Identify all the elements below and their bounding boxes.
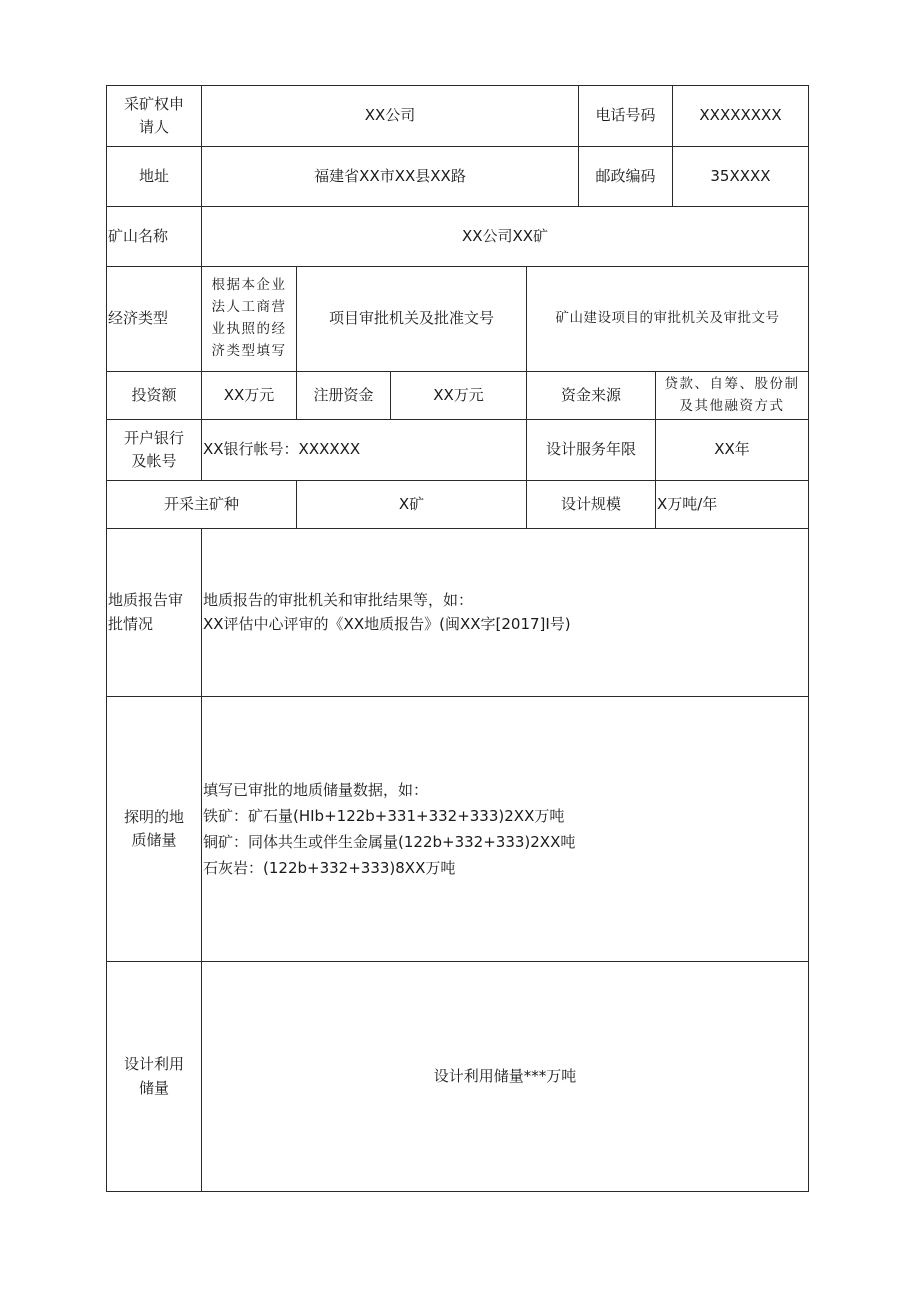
reserves-value [201, 697, 808, 961]
approval-value: 矿山建设项目的审批机关及审批文号 [526, 267, 808, 371]
service-label: 设计服务年限 [526, 420, 655, 480]
phone-value: XXXXXXXX [672, 86, 808, 146]
geo-report-line: 地质报告的审批机关和审批结果等，如： [203, 591, 474, 610]
row-investment [107, 372, 808, 420]
applicant-label: 采矿权申请人 [123, 94, 184, 136]
row-mineral [107, 481, 808, 529]
mine-name-label: 矿山名称 [108, 226, 169, 245]
mineral-value: X矿 [296, 481, 526, 528]
mineral-label: 开采主矿种 [163, 494, 239, 513]
row-geo-report [107, 529, 808, 697]
service-value: XX年 [655, 420, 808, 480]
funds-label: 资金来源 [526, 372, 655, 419]
phone-label: 电话号码 [578, 86, 672, 146]
row-bank [107, 420, 808, 481]
reserves-label: 探明的地质储量 [123, 807, 184, 849]
geo-report-value [201, 529, 808, 696]
address-value: 福建省XX市XX县XX路 [201, 147, 578, 206]
bank-label: 开户银行及帐号 [123, 428, 184, 470]
row-reserves [107, 697, 808, 962]
row-econ-type [107, 267, 808, 372]
bank-value: XX银行帐号：XXXXXX [201, 420, 526, 480]
row-mine-name [107, 207, 808, 267]
mining-right-application-form [106, 85, 809, 1192]
funds-value: 贷款、自筹、股份制及其他融资方式 [655, 372, 808, 419]
capital-value: XX万元 [390, 372, 526, 419]
reserves-line: 铜矿：同体共生或伴生金属量(122b+332+333)2XX吨 [203, 833, 576, 851]
approval-label: 项目审批机关及批准文号 [296, 267, 526, 371]
invest-label: 投资额 [131, 385, 177, 404]
address-label: 地址 [138, 166, 169, 185]
scale-label: 设计规模 [526, 481, 655, 528]
reserves-line: 石灰岩：(122b+332+333)8XX万吨 [203, 859, 456, 878]
applicant-value: XX公司 [201, 86, 578, 146]
reserves-line: 填写已审批的地质储量数据，如： [203, 780, 429, 799]
geo-report-text [203, 589, 571, 636]
design-reserves-value: 设计利用储量***万吨 [201, 962, 808, 1191]
mine-name-value: XX公司XX矿 [201, 207, 808, 266]
row-address [107, 147, 808, 207]
scale-value: X万吨/年 [655, 481, 808, 528]
econ-type-label: 经济类型 [108, 309, 169, 328]
postal-label: 邮政编码 [578, 147, 672, 206]
reserves-line: 铁矿：矿石量(HIb+122b+331+332+333)2XX万吨 [203, 806, 565, 825]
invest-value: XX万元 [201, 372, 296, 419]
row-applicant [107, 86, 808, 147]
geo-report-label: 地质报告审批情况 [108, 591, 184, 633]
postal-value: 35XXXX [672, 147, 808, 206]
capital-label: 注册资金 [296, 372, 390, 419]
design-reserves-label: 设计利用储量 [123, 1055, 184, 1097]
reserves-text [203, 777, 575, 882]
econ-type-value: 根据本企业法人工商营业执照的经济类型填写 [201, 267, 296, 371]
row-design-reserves [107, 962, 808, 1191]
geo-report-line: XX评估中心评审的《XX地质报告》(闽XX字[2017]I号) [203, 614, 571, 633]
